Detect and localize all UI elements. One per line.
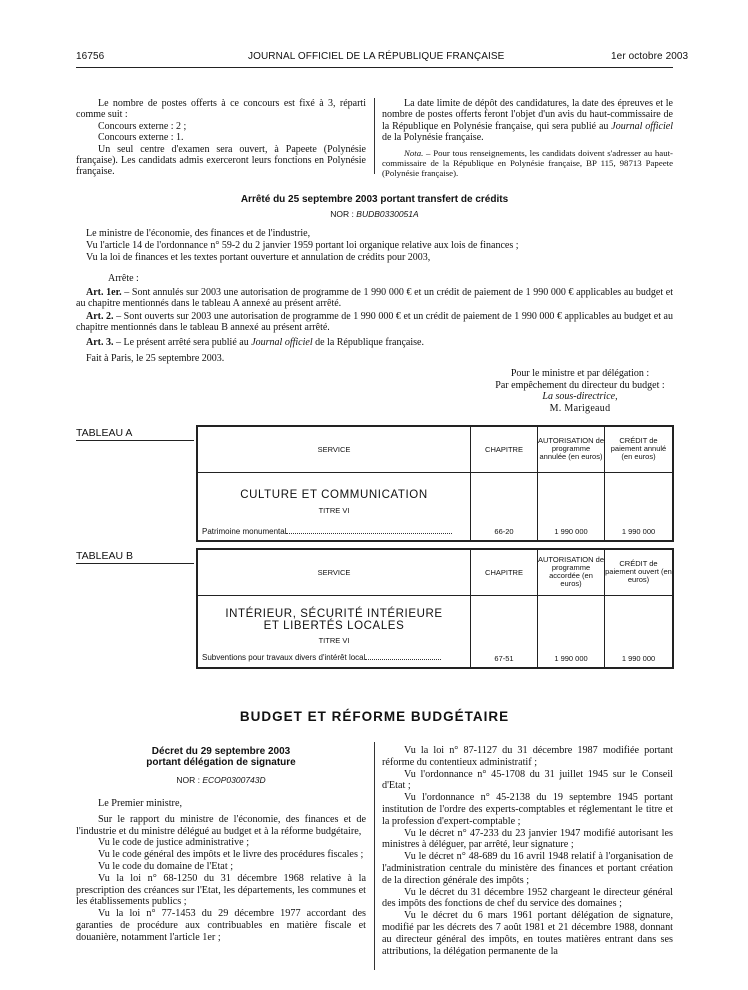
article-2: Art. 2. – Sont ouverts sur 2003 une autorisation de programme de 1 990 000 € et un crédit de paiement de 1 990 000 € applicables au budget et au chapitre mentionnés dans le tableau B annexé au présent arrêté. <box>76 311 673 334</box>
article-1: Art. 1er. – Sont annulés sur 2003 une autorisation de programme de 1 990 000 € et un crédit de paiement de 1 990 000 € applicables au budget et au chapitre mentionnés dans le tableau A annexé au présent arrêté. <box>76 287 673 310</box>
tableau-a-label: TABLEAU A <box>76 427 133 439</box>
header-chapitre: CHAPITRE <box>471 549 538 595</box>
paragraph: Vu le code général des impôts et le livre des procédures fiscales ; <box>98 849 364 861</box>
decret-right-column <box>382 745 673 957</box>
paragraph: Vu la loi n° 87-1127 du 31 décembre 1987 modifiée portant réforme du contentieux administratif ; <box>382 745 673 768</box>
top-right-column <box>382 98 673 178</box>
article-3: Art. 3. – Le présent arrêté sera publié au Journal officiel de la République française. <box>86 337 424 348</box>
paragraph: Vu la loi n° 77-1453 du 29 décembre 1977 accordant des garanties de procédure aux contribuables en matière fiscale et douanière, notamment l'article 1er ; <box>76 908 366 943</box>
visa: Vu la loi de finances et les textes portant ouverture et annulation de crédits pour 2003, <box>86 252 431 263</box>
service-cell <box>197 595 471 668</box>
tableau-a <box>196 425 674 542</box>
journal-title: JOURNAL OFFICIEL DE LA RÉPUBLIQUE FRANÇAISE <box>248 51 505 62</box>
autorisation-value: 1 990 000 <box>538 595 605 668</box>
paragraph: Vu l'ordonnance n° 45-1708 du 31 juillet 1945 sur le Conseil d'Etat ; <box>382 768 673 792</box>
paragraph: Concours externe : 1. <box>98 132 184 144</box>
tableau-b <box>196 548 674 669</box>
section-heading: CULTURE ET COMMUNICATION <box>240 488 428 501</box>
signature-block <box>455 368 705 414</box>
autorisation-value: 1 990 000 <box>538 472 605 541</box>
section-heading: INTÉRIEUR, SÉCURITÉ INTÉRIEURE <box>225 607 443 620</box>
chapitre-value: 67-51 <box>471 595 538 668</box>
paragraph: Un seul centre d'examen sera ouvert, à Papeete (Polynésie française). Les candidats admis exerceront leurs fonctions en Polynésie française. <box>76 143 366 178</box>
service-entry: Patrimoine monumental <box>202 527 466 536</box>
signature-title: La sous-directrice, <box>542 391 618 403</box>
decret-nor: NOR : ECOP0300743D <box>176 775 266 785</box>
paragraph: La date limite de dépôt des candidatures, la date des épreuves et le nombre de postes offerts feront l'objet d'un avis du haut-commissaire de la République en Polynésie française, qui sera publié au Journal officiel de la Polynésie française. <box>382 98 673 144</box>
paragraph: Vu le décret du 6 mars 1961 portant délégation de signature, modifié par les décrets des 7 août 1981 et 21 décembre 1988, donnant au directeur général des impôts, en toutes matières entrant dans ses attributions, la délégation permanente de la <box>382 910 673 957</box>
tableau-b-label: TABLEAU B <box>76 550 133 562</box>
service-entry: Subventions pour travaux divers d'intérêt local <box>202 653 466 662</box>
arrete-title: Arrêté du 25 septembre 2003 portant transfert de crédits <box>240 194 509 205</box>
decret-title: Décret du 29 septembre 2003 portant délégation de signature <box>146 746 296 768</box>
paragraph: Sur le rapport du ministre de l'économie, des finances et de l'industrie et du ministre délégué au budget et à la réforme budgétaire, <box>76 813 366 837</box>
column-divider <box>374 742 375 970</box>
paragraph: Vu l'ordonnance n° 45-2138 du 19 septembre 1945 portant institution de l'ordre des experts-comptables et réglementant le titre et la profession d'expert-comptable ; <box>382 792 673 827</box>
tableau-b-rule <box>76 563 194 564</box>
tableau-a-rule <box>76 440 194 441</box>
titre: TITRE VI <box>318 505 350 515</box>
header-rule <box>76 67 673 68</box>
paragraph: Vu le décret n° 48-689 du 16 avril 1948 relatif à l'organisation de l'administration centrale du ministère des finances et portant création de la direction générale des impôts ; <box>382 851 673 886</box>
signature-line: Pour le ministre et par délégation : <box>510 368 650 379</box>
signatory-name: M. Marigeaud <box>549 402 611 414</box>
paragraph: Vu le décret n° 47-233 du 23 janvier 1947 modifié autorisant les ministres à déléguer, par arrêté, leur signature ; <box>382 827 673 851</box>
header-chapitre: CHAPITRE <box>471 426 538 472</box>
paragraph: Vu le code de justice administrative ; <box>98 837 250 849</box>
service-cell <box>197 472 471 541</box>
header-credit: CRÉDIT de paiement ouvert (en euros) <box>605 549 674 595</box>
header-credit: CRÉDIT de paiement annulé (en euros) <box>605 426 674 472</box>
credit-value: 1 990 000 <box>605 472 674 541</box>
fait-a: Fait à Paris, le 25 septembre 2003. <box>86 353 225 364</box>
arrete-nor: NOR : BUDB0330051A <box>330 209 419 219</box>
visa: Le ministre de l'économie, des finances et de l'industrie, <box>86 228 311 239</box>
titre: TITRE VI <box>318 635 350 645</box>
chapitre-value: 66-20 <box>471 472 538 541</box>
paragraph: Vu la loi n° 68-1250 du 31 décembre 1968 relative à la prescription des créances sur l'Etat, les départements, les communes et les établissements publics ; <box>76 872 366 908</box>
publication-date: 1er octobre 2003 <box>611 51 689 62</box>
visa: Vu l'article 14 de l'ordonnance n° 59-2 du 2 janvier 1959 portant loi organique relative aux lois de finances ; <box>86 240 519 251</box>
decret-left-column <box>76 798 366 944</box>
top-left-column <box>76 98 366 178</box>
paragraph: Le Premier ministre, <box>98 798 183 809</box>
credit-value: 1 990 000 <box>605 595 674 668</box>
column-divider <box>374 98 375 174</box>
section-heading: ET LIBERTÉS LOCALES <box>263 619 405 632</box>
paragraph: Vu le décret du 31 décembre 1952 chargeant le directeur général des impôts des fonctions de chef du service des domaines ; <box>382 886 673 910</box>
page-number: 16756 <box>76 51 105 62</box>
paragraph: Le nombre de postes offerts à ce concours est fixé à 3, réparti comme suit : <box>76 98 366 121</box>
header-autorisation: AUTORISATION de programme accordée (en euros) <box>538 549 605 595</box>
note: Nota. – Pour tous renseignements, les candidats doivent s'adresser au haut-commissaire de la République en Polynésie française, BP 115, 98713 Papeete (Polynésie française). <box>382 147 673 179</box>
arrete-word: Arrête : <box>108 273 139 284</box>
header-autorisation: AUTORISATION de programme annulée (en euros) <box>538 426 605 472</box>
header-service: SERVICE <box>197 426 471 472</box>
header-service: SERVICE <box>197 549 471 595</box>
paragraph: Vu le code du domaine de l'Etat ; <box>98 860 234 872</box>
paragraph: Concours externe : 2 ; <box>98 120 187 132</box>
section-title: BUDGET ET RÉFORME BUDGÉTAIRE <box>239 709 510 724</box>
signature-line: Par empêchement du directeur du budget : <box>495 379 665 391</box>
